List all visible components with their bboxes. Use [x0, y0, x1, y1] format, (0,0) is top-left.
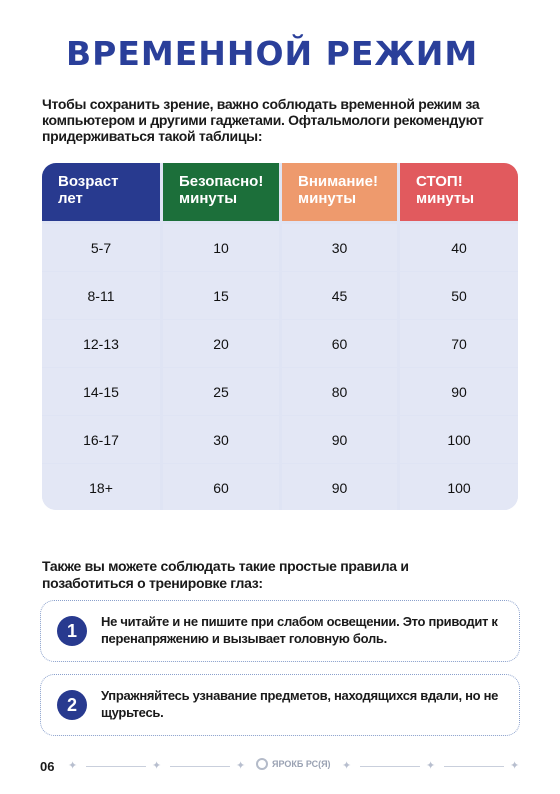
cell-age: 18+: [42, 464, 160, 510]
cell-stop: 40: [400, 224, 518, 271]
cell-attention: 45: [282, 272, 397, 319]
page-footer: [0, 756, 560, 776]
diamond-ornament-icon: ✦: [68, 760, 78, 772]
divider: [170, 766, 230, 767]
tip-card: [40, 600, 520, 662]
header-safe: [163, 163, 279, 221]
header-stop: [400, 163, 518, 221]
rules-subtitle: Также вы можете соблюдать такие простые правила и позаботиться о тренировке глаз:: [42, 558, 409, 591]
intro-text: Чтобы сохранить зрение, важно соблюдать временной режим за компьютером и другими гаджетами. Офтальмологи рекомендуют придерживаться такой таблицы:: [42, 96, 484, 144]
header-stop-line1: СТОП!: [416, 173, 463, 190]
time-limit-table: [42, 163, 518, 510]
cell-stop: 70: [400, 320, 518, 367]
diamond-ornament-icon: ✦: [510, 760, 520, 772]
table-row: [42, 464, 518, 510]
cell-age: 5-7: [42, 224, 160, 271]
cell-attention: 90: [282, 416, 397, 463]
header-safe-line1: Безопасно!: [179, 173, 264, 190]
header-age-line1: Возраст: [58, 173, 119, 190]
header-age-line2: лет: [58, 190, 83, 207]
cell-stop: 50: [400, 272, 518, 319]
header-safe-line2: минуты: [179, 190, 238, 207]
cell-stop: 100: [400, 416, 518, 463]
cell-attention: 80: [282, 368, 397, 415]
cell-stop: 90: [400, 368, 518, 415]
cell-attention: 60: [282, 320, 397, 367]
header-stop-line2: минуты: [416, 190, 475, 207]
diamond-ornament-icon: ✦: [152, 760, 162, 772]
page-number: 06: [40, 759, 55, 774]
header-attention: [282, 163, 397, 221]
divider: [86, 766, 146, 767]
cell-age: 8-11: [42, 272, 160, 319]
cell-age: 14-15: [42, 368, 160, 415]
cell-safe: 25: [163, 368, 279, 415]
diamond-ornament-icon: ✦: [236, 760, 246, 772]
table-row: [42, 368, 518, 415]
cell-safe: 30: [163, 416, 279, 463]
tip-card: [40, 674, 520, 736]
diamond-ornament-icon: ✦: [426, 760, 436, 772]
cell-age: 12-13: [42, 320, 160, 367]
divider: [360, 766, 420, 767]
cell-safe: 15: [163, 272, 279, 319]
cell-stop: 100: [400, 464, 518, 510]
cell-safe: 10: [163, 224, 279, 271]
table-row: [42, 224, 518, 271]
footer-logo: [256, 758, 331, 770]
divider: [444, 766, 504, 767]
table-row: [42, 416, 518, 463]
cell-safe: 60: [163, 464, 279, 510]
header-age: [42, 163, 160, 221]
diamond-ornament-icon: ✦: [342, 760, 352, 772]
cell-attention: 90: [282, 464, 397, 510]
page-title: ВРЕМЕННОЙ РЕЖИМ: [66, 34, 479, 73]
cell-attention: 30: [282, 224, 397, 271]
logo-icon: [256, 758, 268, 770]
cell-safe: 20: [163, 320, 279, 367]
table-row: [42, 272, 518, 319]
header-attention-line2: минуты: [298, 190, 357, 207]
header-attention-line1: Внимание!: [298, 173, 378, 190]
tip-number-badge: 1: [57, 616, 87, 646]
tip-text: Не читайте и не пишите при слабом освещении. Это приводит к перенапряжению и вызывает головную боль.: [101, 614, 498, 646]
tip-number-badge: 2: [57, 690, 87, 720]
tip-text: Упражняйтесь узнавание предметов, находящихся вдали, но не щурьтесь.: [101, 688, 499, 720]
cell-age: 16-17: [42, 416, 160, 463]
logo-text: ЯРОКБ РС(Я): [272, 759, 331, 769]
table-row: [42, 320, 518, 367]
